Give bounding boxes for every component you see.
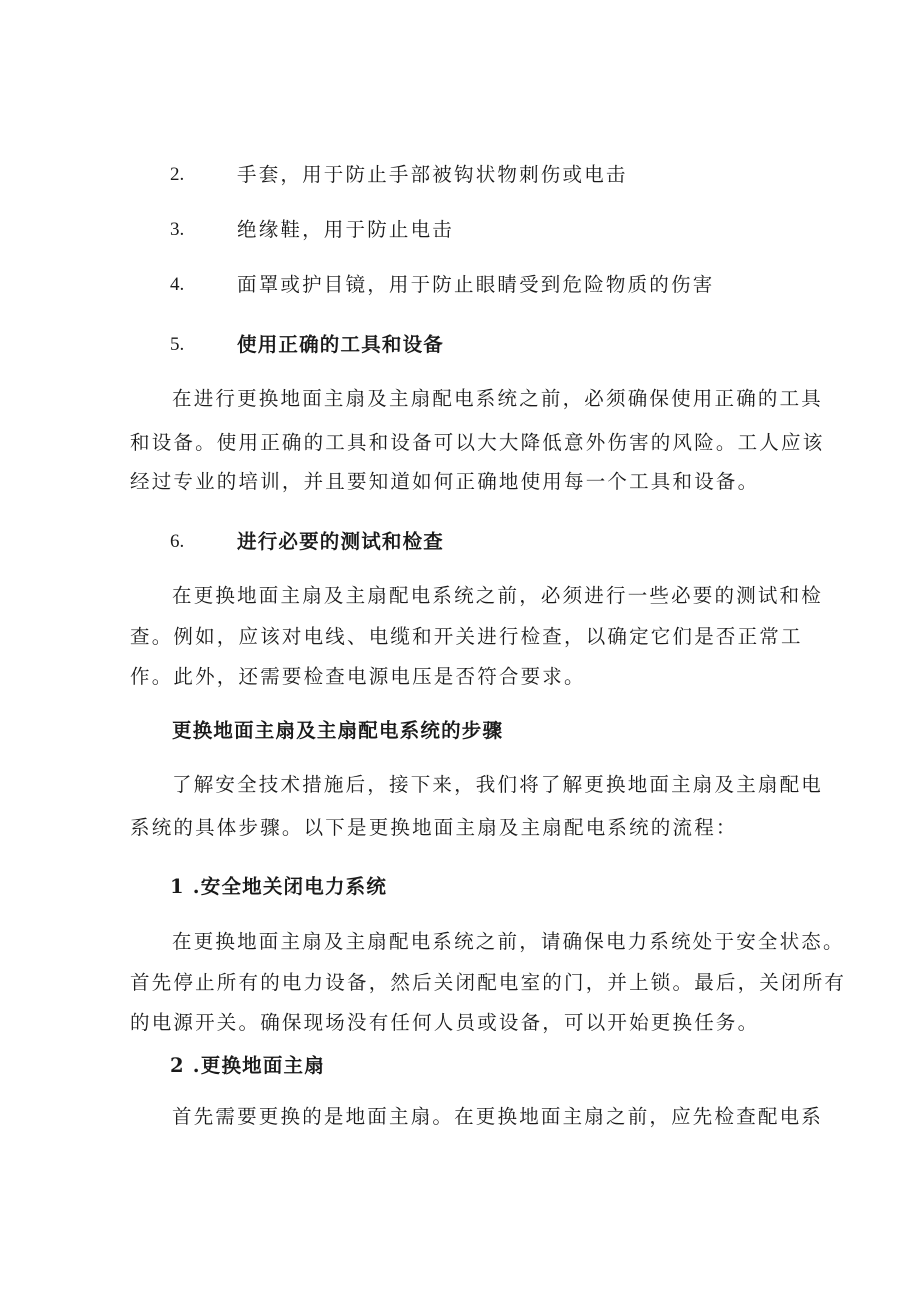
step-heading: 2 .更换地面主扇 [170,1054,325,1077]
paragraph-line: 查。例如，应该对电线、电缆和开关进行检查，以确定它们是否正常工 [130,625,803,648]
section-number: 6. [170,531,185,552]
paragraph-line: 系统的具体步骤。以下是更换地面主扇及主扇配电系统的流程： [130,816,738,839]
paragraph-line: 首先停止所有的电力设备，然后关闭配电室的门，并上锁。最后，关闭所有 [130,971,847,994]
paragraph-line: 在更换地面主扇及主扇配电系统之前，请确保电力系统处于安全状态。 [172,930,845,953]
paragraph-line: 首先需要更换的是地面主扇。在更换地面主扇之前，应先检查配电系 [172,1105,824,1128]
list-item-text: 面罩或护目镜，用于防止眼睛受到危险物质的伤害 [237,273,715,296]
list-item-text: 绝缘鞋，用于防止电击 [237,218,455,241]
step-heading: 1 .安全地关闭电力系统 [170,875,388,898]
paragraph-line: 的电源开关。确保现场没有任何人员或设备，可以开始更换任务。 [130,1011,760,1034]
paragraph-line: 在进行更换地面主扇及主扇配电系统之前，必须确保使用正确的工具 [172,387,824,410]
section-number: 5. [170,334,185,355]
paragraph-line: 作。此外，还需要检查电源电压是否符合要求。 [130,665,586,688]
section-heading: 使用正确的工具和设备 [237,333,445,356]
paragraph-line: 了解安全技术措施后，接下来，我们将了解更换地面主扇及主扇配电 [172,773,824,796]
section-heading: 进行必要的测试和检查 [237,530,445,553]
list-number: 3. [170,219,185,240]
list-number: 2. [170,164,185,185]
list-number: 4. [170,274,185,295]
paragraph-line: 在更换地面主扇及主扇配电系统之前，必须进行一些必要的测试和检 [172,584,824,607]
paragraph-line: 和设备。使用正确的工具和设备可以大大降低意外伤害的风险。工人应该 [130,431,825,454]
section-heading: 更换地面主扇及主扇配电系统的步骤 [172,719,504,742]
list-item-text: 手套，用于防止手部被钩状物刺伤或电击 [237,163,628,186]
paragraph-line: 经过专业的培训，并且要知道如何正确地使用每一个工具和设备。 [130,470,760,493]
